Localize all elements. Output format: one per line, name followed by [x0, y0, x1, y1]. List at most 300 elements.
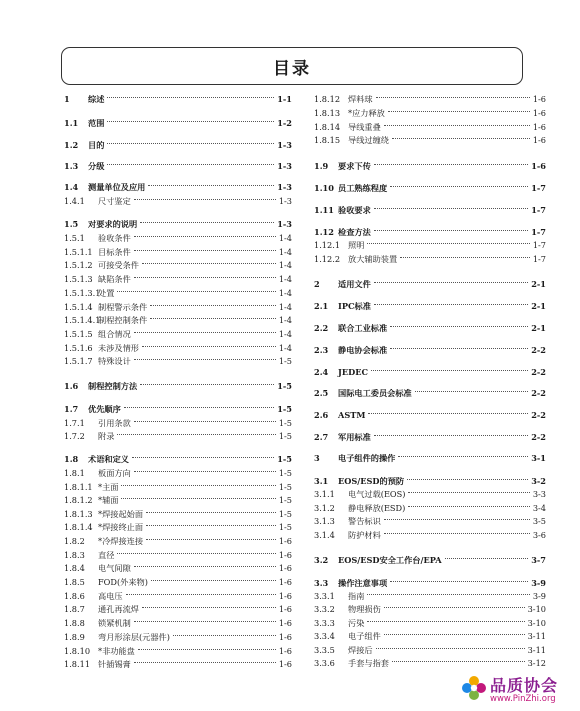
toc-entry-number: 1.4 [64, 182, 79, 192]
toc-entry[interactable] [314, 182, 546, 195]
toc-entry-number: 1.8.14 [314, 122, 341, 132]
toc-leader-dots [126, 594, 276, 595]
toc-entry-number: 1.8.1.2 [64, 495, 93, 505]
toc-leader-dots [134, 332, 276, 333]
toc-entry-label: 弯月形涂层(元器件) [98, 632, 170, 642]
toc-entry-label: 电子组件 [348, 631, 381, 641]
toc-entry[interactable] [314, 515, 546, 528]
toc-entry[interactable] [64, 562, 292, 575]
toc-entry-number: 1.5.1.3.1 [64, 288, 101, 298]
toc-entry-page: 3-6 [532, 530, 546, 540]
toc-entry[interactable] [314, 529, 546, 542]
toc-entry[interactable] [64, 453, 292, 466]
toc-entry-page: 1-5 [278, 495, 292, 505]
toc-entry-number: 1.5.1 [64, 233, 85, 243]
toc-leader-dots [371, 370, 528, 371]
toc-entry-label: 要求下传 [338, 161, 371, 171]
toc-entry-label: 术语和定义 [88, 454, 129, 464]
toc-entry-number: 3.1 [314, 476, 329, 486]
toc-entry-number: 2.1 [314, 301, 329, 311]
toc-entry-page: 2-2 [531, 388, 546, 398]
toc-entry[interactable] [64, 117, 292, 130]
toc-entry-number: 1.8 [64, 454, 79, 464]
toc-entry-number: 2.4 [314, 367, 329, 377]
toc-entry-page: 1-5 [277, 404, 292, 414]
toc-entry[interactable] [64, 287, 292, 300]
toc-entry[interactable] [314, 603, 546, 616]
toc-entry-number: 1.8.7 [64, 604, 85, 614]
toc-entry[interactable] [314, 488, 546, 501]
toc-entry-page: 1-5 [278, 468, 292, 478]
toc-entry-label: *主面 [98, 482, 119, 492]
toc-entry-number: 1.7.2 [64, 431, 85, 441]
toc-entry-page: 1-4 [278, 260, 292, 270]
toc-entry[interactable] [64, 273, 292, 286]
toc-entry[interactable] [64, 246, 292, 259]
toc-entry-number: 1.4.1 [64, 196, 85, 206]
toc-entry-page: 3-10 [527, 618, 546, 628]
toc-entry-number: 3.3.2 [314, 604, 335, 614]
toc-entry-number: 1.8.9 [64, 632, 85, 642]
toc-entry[interactable] [64, 181, 292, 194]
toc-leader-dots [146, 539, 276, 540]
toc-entry-page: 1-3 [278, 196, 292, 206]
toc-entry-page: 1-5 [278, 522, 292, 532]
toc-entry-page: 1-1 [277, 94, 292, 104]
toc-entry-number: 3.3.4 [314, 631, 335, 641]
toc-entry-page: 2-2 [531, 432, 546, 442]
toc-entry-number: 2.5 [314, 388, 329, 398]
toc-entry-label: 对要求的说明 [88, 219, 138, 229]
toc-entry-label: 制程控制条件 [98, 315, 148, 325]
toc-leader-dots [142, 263, 276, 264]
toc-entry-label: 验收条件 [98, 233, 131, 243]
toc-entry[interactable] [314, 253, 546, 266]
toc-entry[interactable] [64, 576, 292, 589]
toc-entry-label: 测量单位及应用 [88, 182, 146, 192]
toc-entry-page: 1-4 [278, 315, 292, 325]
toc-entry[interactable] [64, 259, 292, 272]
toc-leader-dots [140, 384, 274, 385]
toc-entry-page: 1-6 [531, 161, 546, 171]
toc-leader-dots [173, 635, 276, 636]
toc-entry-page: 3-3 [532, 489, 546, 499]
toc-entry-number: 1.12.1 [314, 240, 341, 250]
toc-leader-dots [374, 304, 528, 305]
toc-entry-page: 3-2 [531, 476, 546, 486]
toc-leader-dots [140, 222, 274, 223]
toc-entry-page: 1-7 [531, 227, 546, 237]
toc-leader-dots [107, 97, 274, 98]
toc-entry[interactable] [314, 657, 546, 670]
toc-entry-page: 1-6 [278, 632, 292, 642]
toc-entry-page: 1-5 [278, 509, 292, 519]
toc-entry[interactable] [314, 630, 546, 643]
toc-leader-dots [415, 391, 529, 392]
toc-entry-number: 1.7 [64, 404, 79, 414]
toc-entry-page: 1-4 [278, 329, 292, 339]
toc-leader-dots [374, 164, 528, 165]
toc-entry-label: 锁紧机制 [98, 618, 131, 628]
toc-entry-page: 1-4 [278, 274, 292, 284]
toc-entry-number: 3 [314, 453, 320, 463]
toc-entry[interactable] [314, 239, 546, 252]
toc-entry[interactable] [314, 409, 546, 422]
toc-entry[interactable] [314, 387, 546, 400]
toc-entry[interactable] [314, 590, 546, 603]
toc-entry-page: 3-12 [527, 658, 546, 668]
toc-entry-number: 3.3.6 [314, 658, 335, 668]
toc-leader-dots [445, 558, 529, 559]
toc-entry-label: 特殊设计 [98, 356, 131, 366]
toc-entry-label: EOS/ESD安全工作台/EPA [338, 555, 442, 565]
toc-entry[interactable] [64, 314, 292, 327]
toc-entry-page: 1-6 [532, 135, 546, 145]
toc-entry-page: 3-11 [527, 645, 546, 655]
toc-entry-number: 1.9 [314, 161, 329, 171]
toc-leader-dots [367, 621, 524, 622]
toc-entry-label: 引用条款 [98, 418, 131, 428]
toc-entry[interactable] [314, 644, 546, 657]
toc-entry[interactable] [314, 226, 546, 239]
toc-leader-dots [124, 407, 274, 408]
toc-entry-number: 1.12 [314, 227, 334, 237]
toc-entry[interactable] [64, 467, 292, 480]
toc-leader-dots [146, 525, 276, 526]
toc-leader-dots [151, 580, 276, 581]
toc-entry-label: 制程控制方法 [88, 381, 138, 391]
toc-entry-label: 目标条件 [98, 247, 131, 257]
toc-leader-dots [376, 97, 530, 98]
toc-entry-page: 1-6 [278, 646, 292, 656]
toc-entry[interactable] [314, 554, 546, 567]
toc-entry-number: 1.5.1.4 [64, 302, 93, 312]
toc-leader-dots [407, 479, 528, 480]
toc-entry-number: 3.1.2 [314, 503, 335, 513]
toc-entry-label: 目的 [88, 140, 105, 150]
toc-entry[interactable] [64, 430, 292, 443]
toc-entry-page: 1-5 [277, 381, 292, 391]
toc-entry-page: 1-5 [278, 418, 292, 428]
toc-leader-dots [134, 199, 276, 200]
toc-entry[interactable] [64, 160, 292, 173]
toc-entry-label: 电子组件的操作 [338, 453, 396, 463]
toc-entry-number: 3.1.3 [314, 516, 335, 526]
flower-logo-icon [460, 674, 488, 702]
page-title: 目录 [273, 58, 311, 79]
toc-entry-number: 3.3.3 [314, 618, 335, 628]
toc-entry-page: 1-6 [278, 604, 292, 614]
toc-entry-number: 3.3.1 [314, 591, 335, 601]
toc-entry-label: 通孔再流焊 [98, 604, 139, 614]
toc-entry-label: 员工熟练程度 [338, 183, 388, 193]
toc-entry[interactable] [64, 195, 292, 208]
watermark-name: 品质协会 [490, 676, 559, 695]
toc-entry-page: 1-7 [531, 183, 546, 193]
toc-leader-dots [390, 348, 528, 349]
toc-leader-dots [374, 282, 528, 283]
toc-entry-label: 静电释放(ESD) [348, 503, 406, 513]
toc-entry-label: ASTM [338, 410, 366, 420]
toc-entry-label: *焊接终止面 [98, 522, 144, 532]
toc-entry[interactable] [314, 344, 546, 357]
toc-entry[interactable] [64, 342, 292, 355]
toc-entry-number: 1.8.13 [314, 108, 341, 118]
toc-entry-page: 1-7 [532, 254, 546, 264]
toc-entry[interactable] [314, 300, 546, 313]
toc-entry-page: 1-5 [278, 431, 292, 441]
toc-leader-dots [384, 533, 530, 534]
toc-entry-label: 针插锡膏 [98, 659, 131, 669]
toc-entry[interactable] [314, 107, 546, 120]
toc-entry-page: 1-6 [278, 591, 292, 601]
toc-entry-label: 静电协会标准 [338, 345, 388, 355]
toc-leader-dots [146, 512, 276, 513]
toc-entry-label: 电气间隙 [98, 563, 131, 573]
toc-entry[interactable] [314, 278, 546, 291]
toc-entry[interactable] [64, 481, 292, 494]
toc-leader-dots [384, 125, 530, 126]
toc-entry-page: 1-5 [278, 356, 292, 366]
toc-entry[interactable] [314, 452, 546, 465]
toc-entry[interactable] [314, 160, 546, 173]
toc-title-box [61, 47, 523, 85]
toc-entry-label: 导线过缠绕 [348, 135, 389, 145]
toc-entry-label: 组合情况 [98, 329, 131, 339]
toc-entry[interactable] [64, 139, 292, 152]
toc-entry[interactable] [64, 590, 292, 603]
toc-leader-dots [132, 457, 274, 458]
toc-entry-number: 1.11 [314, 205, 334, 215]
toc-entry[interactable] [314, 93, 546, 106]
toc-entry-label: 警告标识 [348, 516, 381, 526]
toc-entry-page: 1-4 [278, 302, 292, 312]
toc-leader-dots [392, 661, 525, 662]
toc-entry-label: EOS/ESD的预防 [338, 476, 405, 486]
toc-entry-page: 3-9 [531, 578, 546, 588]
toc-entry-page: 3-4 [532, 503, 546, 513]
toc-entry-page: 2-2 [531, 367, 546, 377]
toc-entry-number: 1.5.1.3 [64, 274, 93, 284]
toc-entry-label: 处置 [98, 288, 115, 298]
toc-entry[interactable] [64, 403, 292, 416]
toc-entry-number: 3.1.4 [314, 530, 335, 540]
toc-leader-dots [367, 594, 529, 595]
toc-leader-dots [134, 359, 276, 360]
watermark-url: www.PinZhi.org [490, 694, 556, 704]
toc-leader-dots [400, 257, 530, 258]
toc-entry-number: 1.3 [64, 161, 79, 171]
toc-entry-label: 未涉及情形 [98, 343, 139, 353]
toc-entry-label: 附录 [98, 431, 115, 441]
toc-entry-page: 3-10 [527, 604, 546, 614]
toc-entry-label: 照明 [348, 240, 365, 250]
toc-entry-label: 综述 [88, 94, 105, 104]
toc-entry[interactable] [314, 322, 546, 335]
toc-entry-number: 1.5.1.5 [64, 329, 93, 339]
toc-entry-page: 3-11 [527, 631, 546, 641]
toc-entry-number: 1.5 [64, 219, 79, 229]
toc-entry-page: 2-1 [531, 279, 546, 289]
toc-entry-label: *冷焊接连接 [98, 536, 144, 546]
toc-leader-dots [367, 243, 529, 244]
toc-entry[interactable] [314, 204, 546, 217]
toc-leader-dots [134, 250, 276, 251]
toc-entry-page: 3-5 [532, 516, 546, 526]
toc-entry-label: 放大辅助装置 [348, 254, 398, 264]
toc-entry-label: 焊料球 [348, 94, 373, 104]
toc-entry[interactable] [314, 617, 546, 630]
toc-leader-dots [134, 277, 276, 278]
toc-entry-page: 1-6 [278, 618, 292, 628]
toc-entry-number: 2.6 [314, 410, 329, 420]
toc-leader-dots [390, 326, 528, 327]
toc-entry[interactable] [64, 521, 292, 534]
toc-entry-page: 3-9 [532, 591, 546, 601]
toc-entry[interactable] [314, 134, 546, 147]
watermark-logo [458, 672, 576, 708]
toc-entry-page: 1-3 [277, 161, 292, 171]
toc-entry-number: 1.8.2 [64, 536, 85, 546]
toc-entry-page: 2-2 [531, 345, 546, 355]
toc-entry[interactable] [64, 494, 292, 507]
toc-entry-label: 操作注意事项 [338, 578, 388, 588]
toc-entry[interactable] [64, 508, 292, 521]
toc-entry[interactable] [64, 617, 292, 630]
toc-entry-label: 污染 [348, 618, 365, 628]
toc-entry-label: 检查方法 [338, 227, 371, 237]
toc-leader-dots [148, 185, 274, 186]
toc-entry-number: 2 [314, 279, 320, 289]
toc-entry-page: 1-6 [532, 122, 546, 132]
toc-entry-label: 制程警示条件 [98, 302, 148, 312]
toc-entry-label: *应力释放 [348, 108, 385, 118]
toc-entry-number: 2.3 [314, 345, 329, 355]
toc-entry-label: 手套与指套 [348, 658, 389, 668]
toc-leader-dots [142, 346, 276, 347]
toc-entry-number: 1.8.1 [64, 468, 85, 478]
toc-leader-dots [117, 434, 275, 435]
toc-entry-number: 1.8.10 [64, 646, 91, 656]
toc-leader-dots [117, 553, 275, 554]
toc-leader-dots [134, 421, 276, 422]
toc-entry-label: 缺陷条件 [98, 274, 131, 284]
toc-entry[interactable] [64, 535, 292, 548]
toc-entry-number: 1.8.8 [64, 618, 85, 628]
toc-entry[interactable] [64, 232, 292, 245]
toc-entry-number: 1.8.1.4 [64, 522, 93, 532]
toc-entry-number: 3.2 [314, 555, 329, 565]
toc-entry-page: 1-4 [278, 288, 292, 298]
toc-entry-number: 1.5.1.2 [64, 260, 93, 270]
toc-entry-page: 1-4 [278, 233, 292, 243]
toc-leader-dots [384, 607, 525, 608]
toc-entry[interactable] [64, 658, 292, 671]
toc-leader-dots [388, 111, 530, 112]
toc-leader-dots [142, 607, 276, 608]
toc-entry-number: 1.8.6 [64, 591, 85, 601]
toc-leader-dots [376, 648, 525, 649]
toc-entry-page: 1-6 [532, 94, 546, 104]
toc-entry-label: 指南 [348, 591, 365, 601]
toc-entry[interactable] [64, 645, 292, 658]
toc-entry[interactable] [64, 603, 292, 616]
toc-entry[interactable] [314, 431, 546, 444]
toc-entry-number: 1.12.2 [314, 254, 341, 264]
toc-leader-dots [390, 186, 528, 187]
toc-leader-dots [121, 485, 275, 486]
toc-entry[interactable] [64, 549, 292, 562]
toc-entry-page: 1-6 [278, 563, 292, 573]
toc-entry[interactable] [64, 301, 292, 314]
toc-entry-number: 1.5.1.4.1 [64, 315, 101, 325]
toc-leader-dots [374, 435, 528, 436]
toc-entry[interactable] [64, 93, 292, 106]
toc-leader-dots [392, 138, 530, 139]
toc-leader-dots [134, 471, 276, 472]
toc-entry-page: 2-2 [531, 410, 546, 420]
toc-entry-label: IPC标准 [338, 301, 371, 311]
toc-entry[interactable] [314, 502, 546, 515]
toc-entry[interactable] [64, 355, 292, 368]
toc-leader-dots [150, 305, 276, 306]
toc-entry-page: 1-3 [277, 219, 292, 229]
toc-leader-dots [134, 662, 276, 663]
toc-leader-dots [374, 230, 528, 231]
toc-entry-page: 1-3 [277, 140, 292, 150]
toc-leader-dots [107, 121, 274, 122]
toc-leader-dots [134, 566, 276, 567]
toc-entry-page: 1-4 [278, 247, 292, 257]
toc-entry-page: 2-1 [531, 301, 546, 311]
toc-entry[interactable] [64, 328, 292, 341]
toc-entry-page: 3-7 [531, 555, 546, 565]
toc-entry-number: 1.8.15 [314, 135, 341, 145]
toc-leader-dots [107, 143, 274, 144]
toc-entry-number: 1.5.1.6 [64, 343, 93, 353]
toc-entry[interactable] [314, 577, 546, 590]
toc-entry[interactable] [64, 218, 292, 231]
toc-entry-label: 国际电工委员会标准 [338, 388, 412, 398]
toc-entry-label: 优先顺序 [88, 404, 121, 414]
toc-entry[interactable] [314, 475, 546, 488]
toc-entry-label: 防护材料 [348, 530, 381, 540]
toc-entry-page: 1-5 [277, 454, 292, 464]
toc-entry-page: 1-7 [531, 205, 546, 215]
toc-entry[interactable] [64, 631, 292, 644]
toc-entry-page: 2-1 [531, 323, 546, 333]
toc-entry-number: 1.8.1.1 [64, 482, 93, 492]
toc-entry-number: 3.1.1 [314, 489, 335, 499]
toc-entry-number: 1.8.3 [64, 550, 85, 560]
toc-entry[interactable] [314, 366, 546, 379]
toc-entry[interactable] [64, 417, 292, 430]
toc-entry-number: 1.8.12 [314, 94, 341, 104]
toc-entry-label: 军用标准 [338, 432, 371, 442]
toc-entry-page: 1-6 [532, 108, 546, 118]
toc-entry-label: 导线重叠 [348, 122, 381, 132]
toc-entry-page: 1-2 [277, 118, 292, 128]
toc-entry[interactable] [314, 121, 546, 134]
toc-entry-label: 可接受条件 [98, 260, 139, 270]
toc-entry-label: 直径 [98, 550, 115, 560]
toc-leader-dots [134, 621, 276, 622]
toc-leader-dots [368, 413, 528, 414]
toc-entry[interactable] [64, 380, 292, 393]
toc-entry-label: JEDEC [338, 367, 368, 377]
toc-leader-dots [398, 456, 528, 457]
toc-entry-label: 板面方向 [98, 468, 131, 478]
